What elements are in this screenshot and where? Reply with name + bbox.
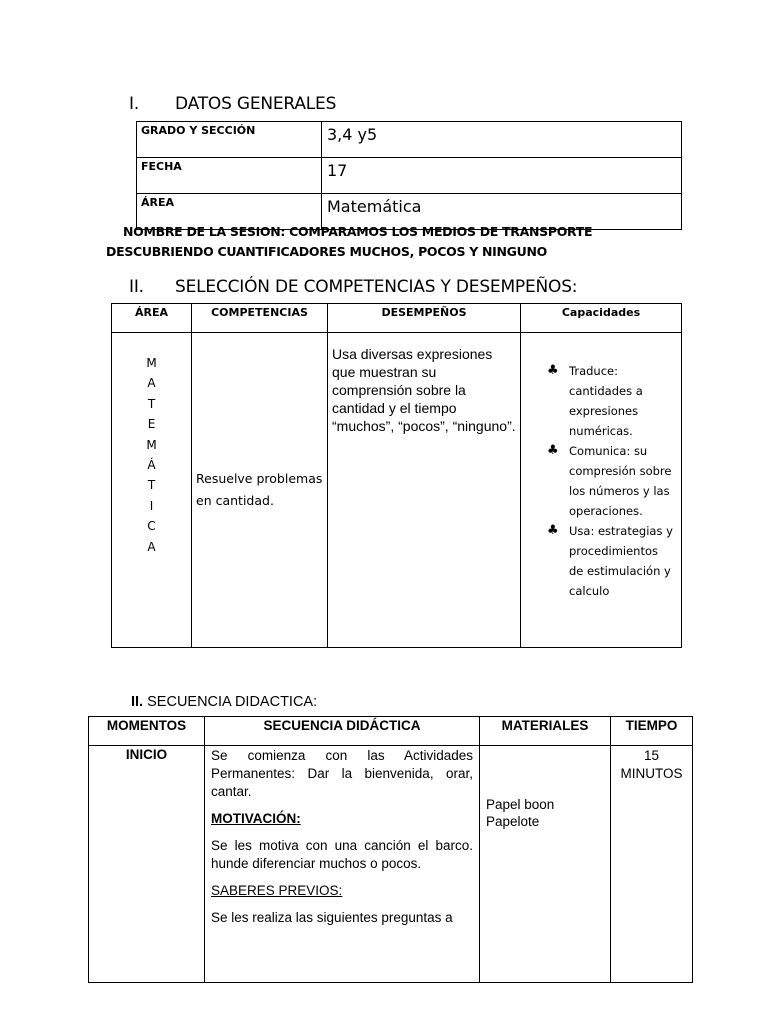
motivation-title: MOTIVACIÓN:: [211, 811, 301, 826]
capacity-text: Traduce: cantidades a expresiones numéricas.: [569, 364, 643, 438]
header-momentos: MOMENTOS: [89, 717, 205, 746]
section-title: SELECCIÓN DE COMPETENCIAS Y DESEMPEÑOS:: [175, 277, 578, 297]
section-title: DATOS GENERALES: [175, 94, 337, 114]
club-bullet-icon: ♣: [547, 363, 559, 378]
area-letter: A: [147, 539, 156, 554]
area-vertical-text: [112, 333, 192, 648]
table-header-row: [112, 304, 682, 333]
grade-label: GRADO Y SECCIÓN: [137, 122, 322, 158]
date-value: 17: [322, 158, 682, 194]
competencies-table: [111, 303, 682, 648]
material-item: Papel boon: [486, 797, 555, 812]
time-cell: [611, 746, 693, 983]
section-numeral: II.: [131, 694, 144, 710]
section-title: SECUENCIA DIDACTICA:: [147, 694, 318, 710]
area-letter: A: [147, 376, 156, 391]
header-tiempo: TIEMPO: [611, 717, 693, 746]
area-letter: E: [147, 417, 156, 432]
area-letter: T: [147, 396, 156, 411]
table-row: [137, 158, 682, 194]
area-letter: M: [146, 437, 157, 452]
area-letter: T: [147, 478, 156, 493]
club-bullet-icon: ♣: [547, 443, 559, 458]
capacities-list: [521, 333, 682, 648]
capacity-text: Comunica: su compresión sobre los números y las operaciones.: [569, 444, 672, 518]
table-header-row: [89, 717, 693, 746]
competency-text: Resuelve problemas en cantidad.: [192, 333, 328, 648]
session-name-line1: NOMBRE DE LA SESION: COMPARAMOS LOS MEDIOS DE TRANSPORTE: [123, 224, 593, 239]
area-value: Matemática: [322, 194, 682, 230]
intro-text: Se comienza con las Actividades Permanentes: Dar la bienvenida, orar, cantar.: [211, 748, 473, 799]
sequence-cell: [205, 746, 480, 983]
performance-text: Usa diversas expresiones que muestran su comprensión sobre la cantidad y el tiempo “muchos”, “pocos”, “ninguno”.: [328, 333, 521, 648]
list-item: [547, 441, 675, 521]
header-secuencia: SECUENCIA DIDÁCTICA: [205, 717, 480, 746]
material-item: Papelote: [486, 814, 540, 829]
area-letter: C: [147, 519, 156, 534]
header-capacidades: Capacidades: [521, 304, 682, 333]
table-row: [112, 333, 682, 648]
sequence-table: [88, 716, 693, 983]
section-numeral: II.: [129, 277, 144, 297]
motivation-text: Se les motiva con una canción el barco. hunde diferenciar muchos o pocos.: [211, 838, 473, 871]
section-heading-sequence: [131, 694, 317, 710]
capacity-text: Usa: estrategias y procedimientos de estimulación y calculo: [569, 524, 673, 598]
table-row: [89, 746, 693, 983]
club-bullet-icon: ♣: [547, 523, 559, 538]
header-area: ÁREA: [112, 304, 192, 333]
header-competencias: COMPETENCIAS: [192, 304, 328, 333]
section-heading-competencies: [129, 277, 577, 297]
area-letter: Á: [147, 458, 156, 473]
area-label: ÁREA: [137, 194, 322, 230]
grade-value: 3,4 y5: [322, 122, 682, 158]
prior-knowledge-text: Se les realiza las siguientes preguntas a: [211, 910, 453, 925]
general-data-table: [136, 121, 682, 230]
section-heading-general: [129, 94, 336, 114]
section-numeral: I.: [129, 94, 140, 114]
table-row: [137, 122, 682, 158]
time-value: 15: [643, 748, 660, 763]
materials-cell: [480, 746, 611, 983]
moment-cell: INICIO: [89, 746, 205, 983]
list-item: [547, 361, 675, 441]
header-materiales: MATERIALES: [480, 717, 611, 746]
time-unit: MINUTOS: [620, 766, 683, 781]
prior-knowledge-title: SABERES PREVIOS:: [211, 883, 343, 898]
session-name-line2: DESCUBRIENDO CUANTIFICADORES MUCHOS, POCOS Y NINGUNO: [106, 244, 547, 259]
date-label: FECHA: [137, 158, 322, 194]
area-letter: I: [149, 498, 154, 513]
header-desempenos: DESEMPEÑOS: [328, 304, 521, 333]
area-letter: M: [146, 356, 157, 370]
list-item: [547, 521, 675, 601]
